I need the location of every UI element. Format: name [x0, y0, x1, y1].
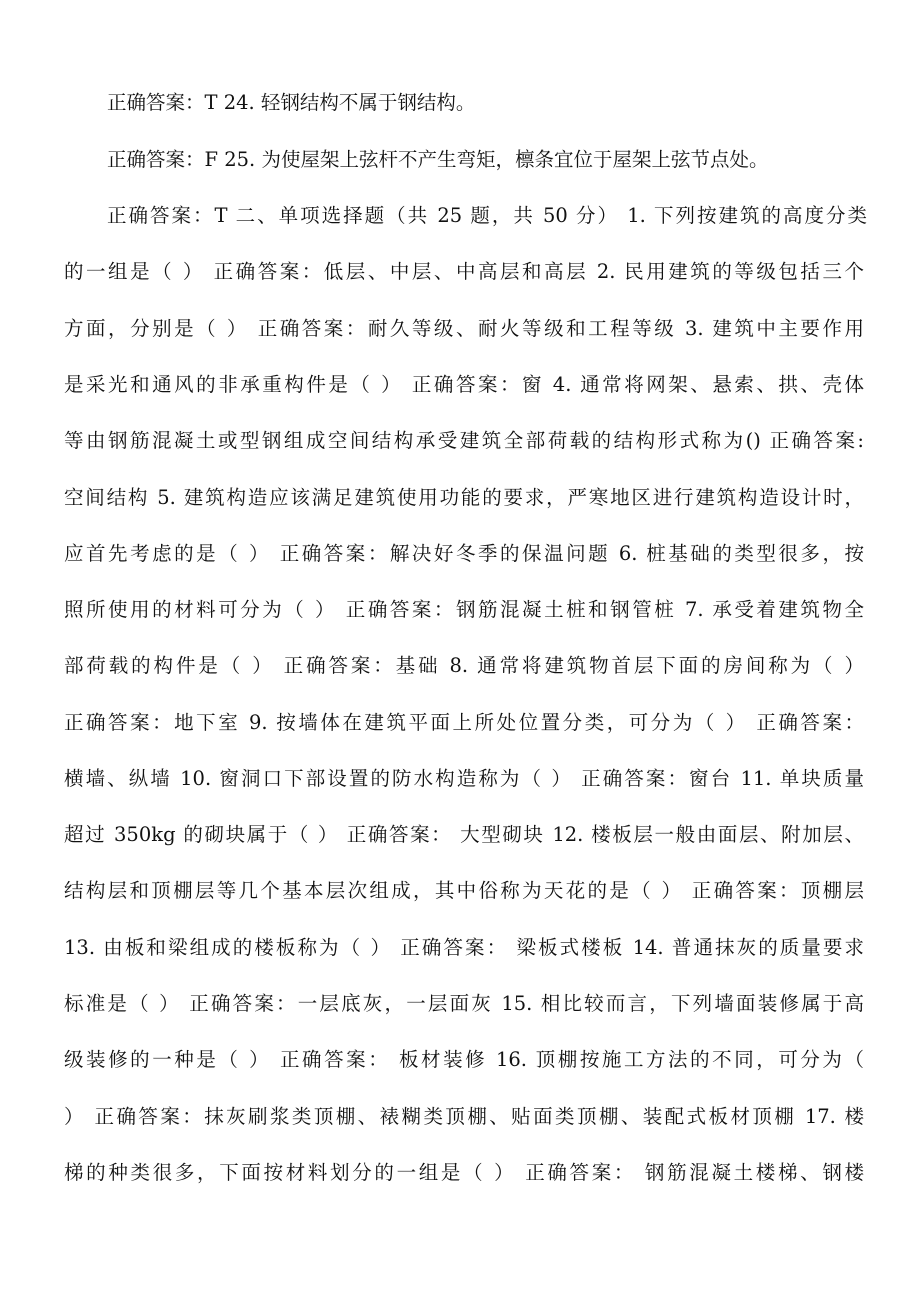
text-line-8: 空间结构 5. 建筑构造应该满足建筑使用功能的要求，严寒地区进行建筑构造设计时， — [64, 486, 864, 509]
text-line-19: ） 正确答案：抹灰刷浆类顶棚、裱糊类顶棚、贴面类顶棚、装配式板材顶棚 17. 楼 — [64, 1105, 864, 1128]
text-line-10: 照所使用的材料可分为（ ） 正确答案：钢筋混凝土桩和钢管桩 7. 承受着建筑物全 — [64, 598, 864, 621]
text-line-13: 横墙、纵墙 10. 窗洞口下部设置的防水构造称为（ ） 正确答案：窗台 11. 单块质量 — [64, 767, 864, 790]
text-line-6: 是采光和通风的非承重构件是（ ） 正确答案：窗 4. 通常将网架、悬索、拱、壳体 — [64, 373, 864, 396]
text-line-15: 结构层和顶棚层等几个基本层次组成，其中俗称为天花的是（ ） 正确答案：顶棚层 — [64, 879, 864, 902]
text-line-12: 正确答案：地下室 9. 按墙体在建筑平面上所处位置分类，可分为（ ） 正确答案： — [64, 711, 864, 734]
text-line-14: 超过 350kg 的砌块属于（ ） 正确答案： 大型砌块 12. 楼板层一般由面层、附加层、 — [64, 823, 864, 846]
text-line-5: 方面，分别是（ ） 正确答案：耐久等级、耐火等级和工程等级 3. 建筑中主要作用 — [64, 317, 864, 340]
text-line-1: 正确答案：T 24. 轻钢结构不属于钢结构。 — [107, 91, 476, 114]
text-line-7: 等由钢筋混凝土或型钢组成空间结构承受建筑全部荷载的结构形式称为() 正确答案: — [64, 429, 864, 452]
text-line-17: 标准是（ ） 正确答案：一层底灰，一层面灰 15. 相比较而言，下列墙面装修属于高 — [64, 992, 864, 1015]
text-line-2: 正确答案：F 25. 为使屋架上弦杆不产生弯矩，檩条宜位于屋架上弦节点处。 — [107, 148, 769, 171]
text-line-18: 级装修的一种是（ ） 正确答案： 板材装修 16. 顶棚按施工方法的不同，可分为（ — [64, 1048, 864, 1071]
text-line-9: 应首先考虑的是（ ） 正确答案：解决好冬季的保温问题 6. 桩基础的类型很多，按 — [64, 542, 864, 565]
text-line-11: 部荷载的构件是（ ） 正确答案：基础 8. 通常将建筑物首层下面的房间称为（ ） — [64, 654, 864, 677]
text-line-16: 13. 由板和梁组成的楼板称为（ ） 正确答案： 梁板式楼板 14. 普通抹灰的质量要求 — [64, 936, 864, 959]
text-line-3: 正确答案：T 二、单项选择题（共 25 题，共 50 分） 1. 下列按建筑的高度分类 — [107, 204, 867, 227]
text-line-20: 梯的种类很多，下面按材料划分的一组是（ ） 正确答案： 钢筋混凝土楼梯、钢楼 — [64, 1161, 864, 1184]
text-line-4: 的一组是（ ） 正确答案：低层、中层、中高层和高层 2. 民用建筑的等级包括三个 — [64, 260, 864, 283]
